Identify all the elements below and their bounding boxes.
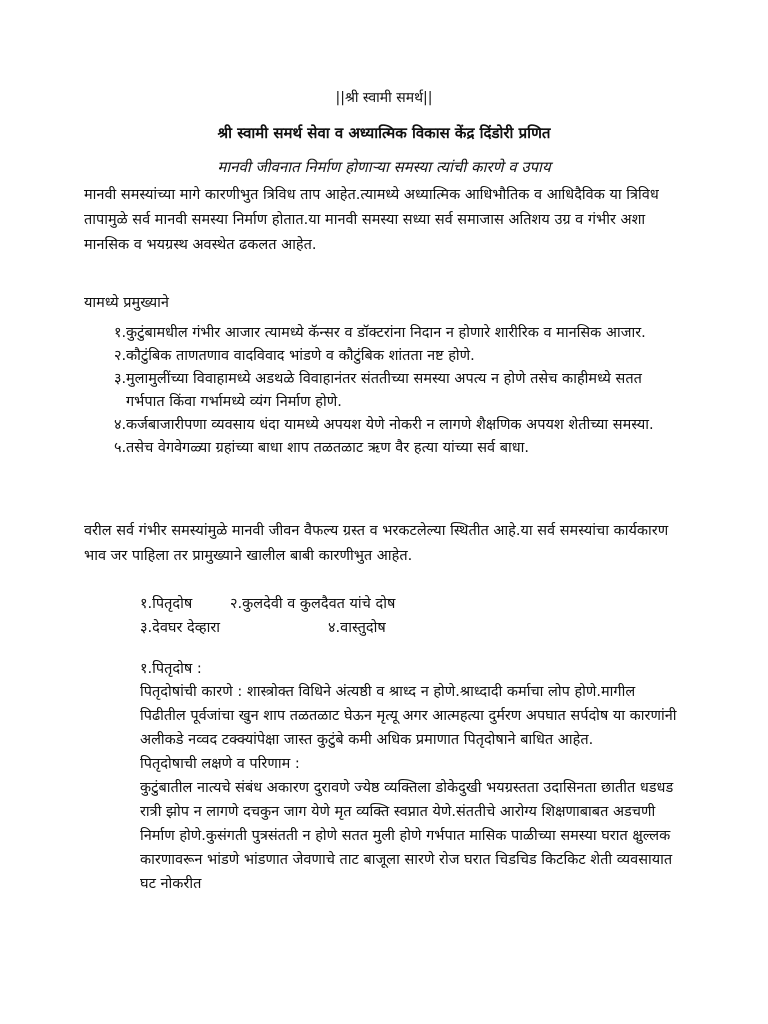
list-item-text: कुटुंबामधील गंभीर आजार त्यामध्ये कॅन्सर व डॉक्टरांना निदान न होणारे शारीरिक व मानसिक आजार. <box>126 325 646 341</box>
invocation-heading: ||श्री स्वामी समर्थ|| <box>335 90 433 106</box>
dosha-pitru: १.पितृदोष <box>140 596 193 612</box>
organization-title: श्री स्वामी समर्थ सेवा व अध्यात्मिक विकास केंद्र दिंडोरी प्रणित <box>217 124 551 142</box>
effects-text: कुटुंबातील नात्यचे संबंध अकारण दुरावणे ज्येष्ठ व्यक्तिला डोकेदुखी भयग्रस्तता उदासिनता छातीत धडधड रात्री झोप न लागणे दचकुन जाग येणे मृत व्यक्ति स्वप्नात येणे.संततीचे आरोग्य शिक्षणाबाबत अडचणी निर्माण होणे.कुसंगती पुत्रसंतती न होणे सतत मुली होणे गर्भपात मासिक पाळीच्या समस्या घरात क्षुल्लक कारणावरून भांडणे भांडणात जेवणाचे ताट बाजूला सारणे रोज घरात चिडचिड किटकिट शेती व्यवसायात घट नोकरीत <box>140 780 674 892</box>
document-subtitle: मानवी जीवनात निर्माण होणाऱ्या समस्या त्यांची कारणे व उपाय <box>217 158 551 176</box>
section-heading: १.पितृदोष : <box>140 661 202 677</box>
effects-heading: पितृदोषाची लक्षणे व परिणाम : <box>140 756 300 772</box>
list-item-text: कौटुंबिक ताणतणाव वादविवाद भांडणे व कौटुंबिक शांतता नष्ट होणे. <box>126 348 475 364</box>
list-item-number: २. <box>114 348 127 364</box>
list-item-number: ३. <box>114 371 127 387</box>
section-body <box>140 680 680 896</box>
dosha-vastu: ४.वास्तुदोष <box>328 620 386 636</box>
list-item-text: मुलामुलींच्या विवाहामध्ये अडथळे विवाहानंतर संततीच्या समस्या अपत्य न होणे तसेच काहीमध्ये सतत गर्भपात किंवा गर्भामध्ये व्यंग निर्माण होणे. <box>126 371 642 410</box>
causes-text: पितृदोषांची कारणे : शास्त्रोक्त विधिने अंत्यष्ठी व श्राध्द न होणे.श्राध्दादी कर्माचा लोप होणे.मागील पिढीतील पूर्वजांचा खुन शाप तळतळाट घेऊन मृत्यू अगर आत्महत्या दुर्मरण अपघात सर्पदोष या कारणांनी अलीकडे नव्वद टक्क्यांपेक्षा जास्त कुटुंबे कमी अधिक प्रमाणात पितृदोषाने बाधित आहेत. <box>140 684 677 748</box>
list-item-number: १. <box>114 325 127 341</box>
list-item-number: ४. <box>114 417 127 433</box>
list-heading: यामध्ये प्रमुख्याने <box>84 295 169 311</box>
list-item-number: ५. <box>114 440 127 456</box>
causes-paragraph: वरील सर्व गंभीर समस्यांमुळे मानवी जीवन वैफल्य ग्रस्त व भरकटलेल्या स्थितीत आहे.या सर्व समस्यांचा कार्यकारण भाव जर पाहिला तर प्रामुख्याने खालील बाबी कारणीभुत आहेत. <box>84 523 669 564</box>
list-item-text: कर्जबाजारीपणा व्यवसाय धंदा यामध्ये अपयश येणे नोकरी न लागणे शैक्षणिक अपयश शेतीच्या समस्या. <box>126 417 654 433</box>
dosha-devghar: ३.देवघर देव्हारा <box>140 620 221 636</box>
dosha-row-2 <box>140 617 386 637</box>
list-item <box>84 437 684 460</box>
intro-paragraph: मानवी समस्यांच्या मागे कारणीभुत त्रिविध ताप आहेत.त्यामध्ये अध्यात्मिक आधिभौतिक व आधिदैविक या त्रिविध तापामुळे सर्व मानवी समस्या निर्माण होतात.या मानवी समस्या सध्या सर्व समाजास अतिशय उग्र व गंभीर अशा मानसिक व भयग्रस्थ अवस्थेत ढकलत आहेत. <box>84 187 659 253</box>
list-item <box>84 368 684 414</box>
list-item-text: तसेच वेगवेगळ्या ग्रहांच्या बाधा शाप तळतळाट ऋण वैर हत्या यांच्या सर्व बाधा. <box>126 440 530 456</box>
dosha-kuldevi: २.कुलदेवी व कुलदैवत यांचे दोष <box>230 596 396 612</box>
problems-list <box>84 322 684 460</box>
list-item <box>84 345 684 368</box>
list-item <box>84 414 684 437</box>
dosha-row-1 <box>140 593 396 613</box>
list-item <box>84 322 684 345</box>
